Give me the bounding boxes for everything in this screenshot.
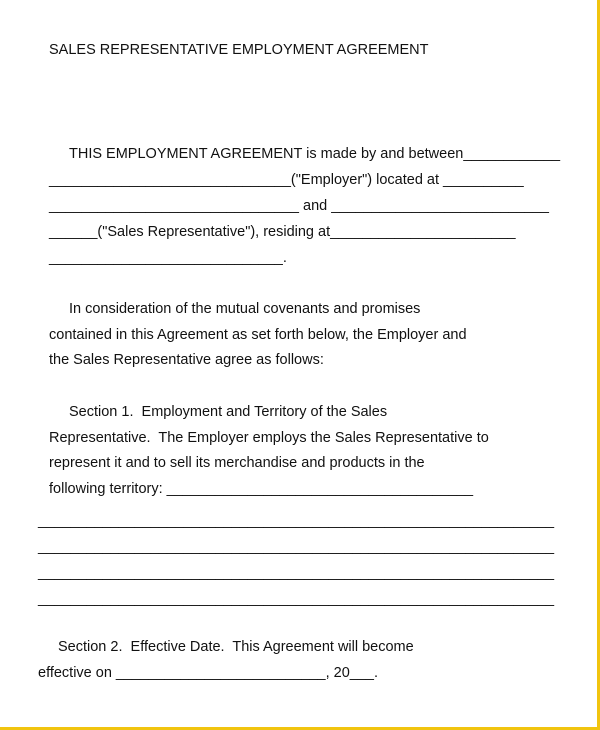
section2-line-2: effective on __________________________, 20___. (38, 665, 378, 681)
section1-line-4: following territory: ______________________________________ (49, 481, 474, 497)
consideration-line-2: contained in this Agreement as set forth below, the Employer and (49, 327, 467, 343)
intro-line-4: ______("Sales Representative"), residing at_______________________ (49, 224, 516, 240)
territory-blank-line-4: ________________________________________________________________ (38, 591, 555, 607)
territory-blank-line-1: ________________________________________________________________ (38, 513, 555, 529)
consideration-line-3: the Sales Representative agree as follows: (49, 352, 324, 368)
document-title: SALES REPRESENTATIVE EMPLOYMENT AGREEMENT (49, 42, 429, 58)
territory-blank-line-3: ________________________________________________________________ (38, 565, 555, 581)
intro-line-1: THIS EMPLOYMENT AGREEMENT is made by and between____________ (69, 146, 561, 162)
intro-line-2: ______________________________("Employer") located at __________ (49, 172, 524, 188)
section2-heading: Section 2. Effective Date. This Agreement will become (58, 639, 414, 655)
intro-line-3: _______________________________ and ___________________________ (49, 198, 549, 214)
consideration-line-1: In consideration of the mutual covenants and promises (69, 301, 421, 317)
section1-line-2: Representative. The Employer employs the Sales Representative to (49, 430, 489, 446)
section1-line-3: represent it and to sell its merchandise and products in the (49, 455, 425, 471)
intro-line-5: _____________________________. (49, 250, 287, 266)
section1-heading: Section 1. Employment and Territory of the Sales (69, 404, 388, 420)
territory-blank-line-2: ________________________________________________________________ (38, 539, 555, 555)
